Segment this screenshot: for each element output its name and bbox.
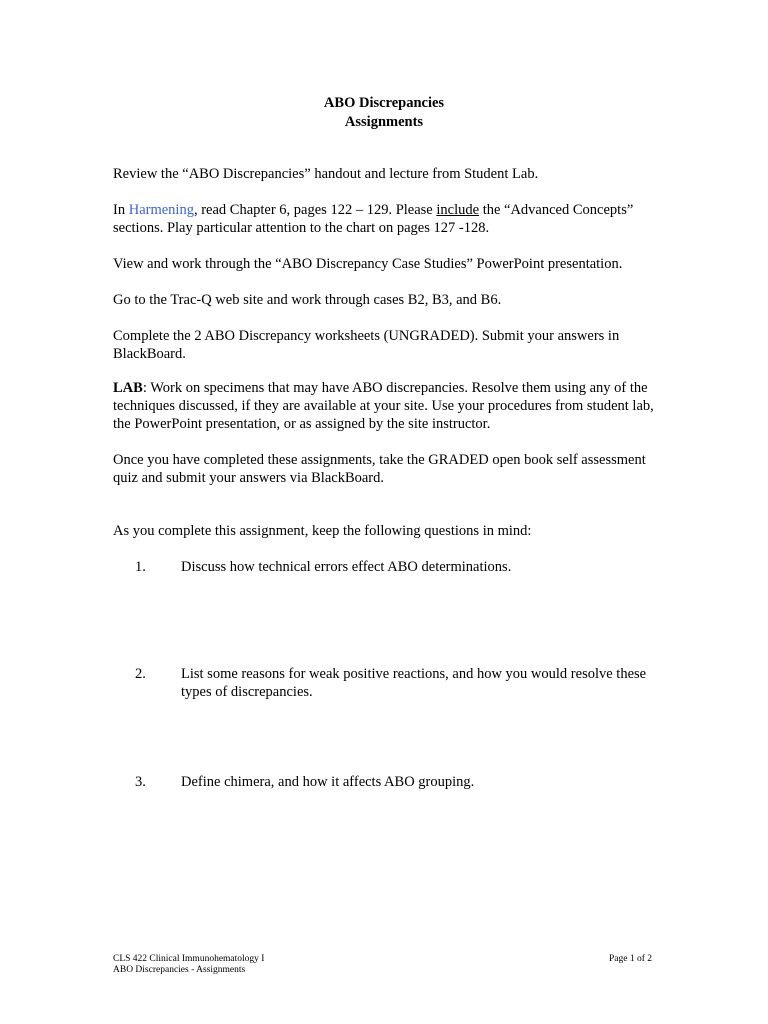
question-text: Define chimera, and how it affects ABO grouping. (181, 774, 475, 790)
document-title: ABO Discrepancies (323, 95, 445, 111)
paragraph-review-handout: Review the “ABO Discrepancies” handout and lecture from Student Lab. (113, 166, 539, 182)
paragraph-questions-intro: As you complete this assignment, keep the following questions in mind: (113, 523, 532, 539)
footer-doc-name: ABO Discrepancies - Assignments (113, 965, 246, 975)
paragraph-powerpoint: View and work through the “ABO Discrepancy Case Studies” PowerPoint presentation. (113, 256, 623, 272)
document-subtitle: Assignments (344, 114, 424, 130)
question-number: 1. (135, 559, 146, 575)
paragraph-trac-q: Go to the Trac-Q web site and work through cases B2, B3, and B6. (113, 292, 502, 308)
harmening-link[interactable]: Harmening (128, 202, 194, 218)
footer-course: CLS 422 Clinical Immunohematology I (113, 954, 265, 964)
lab-text: : Work on specimens that may have ABO discrepancies. Resolve them using any of the techniques discussed, if they are available at your site. Use your procedures from student lab, the PowerPoint presentation, or as assigned by the site instructor. (113, 380, 654, 432)
reading-suffix: the “Advanced Concepts” sections. Play particular attention to the chart on pages 127 -128. (113, 202, 634, 236)
reading-middle: , read Chapter 6, pages 122 – 129. Please (193, 202, 437, 218)
lab-label: LAB (113, 380, 143, 396)
paragraph-quiz: Once you have completed these assignments, take the GRADED open book self assessment quiz and submit your answers via BlackBoard. (113, 452, 646, 486)
question-number: 3. (135, 774, 146, 790)
question-text: List some reasons for weak positive reactions, and how you would resolve these types of discrepancies. (181, 666, 647, 700)
question-text: Discuss how technical errors effect ABO determinations. (181, 559, 512, 575)
paragraph-worksheets: Complete the 2 ABO Discrepancy worksheets (UNGRADED). Submit your answers in BlackBoard. (113, 328, 620, 362)
paragraph-reading (113, 201, 658, 237)
reading-prefix: In (113, 202, 129, 218)
question-number: 2. (135, 666, 146, 682)
paragraph-lab (113, 379, 658, 433)
include-underlined: include (436, 202, 480, 218)
footer-page-number: Page 1 of 2 (609, 954, 653, 964)
